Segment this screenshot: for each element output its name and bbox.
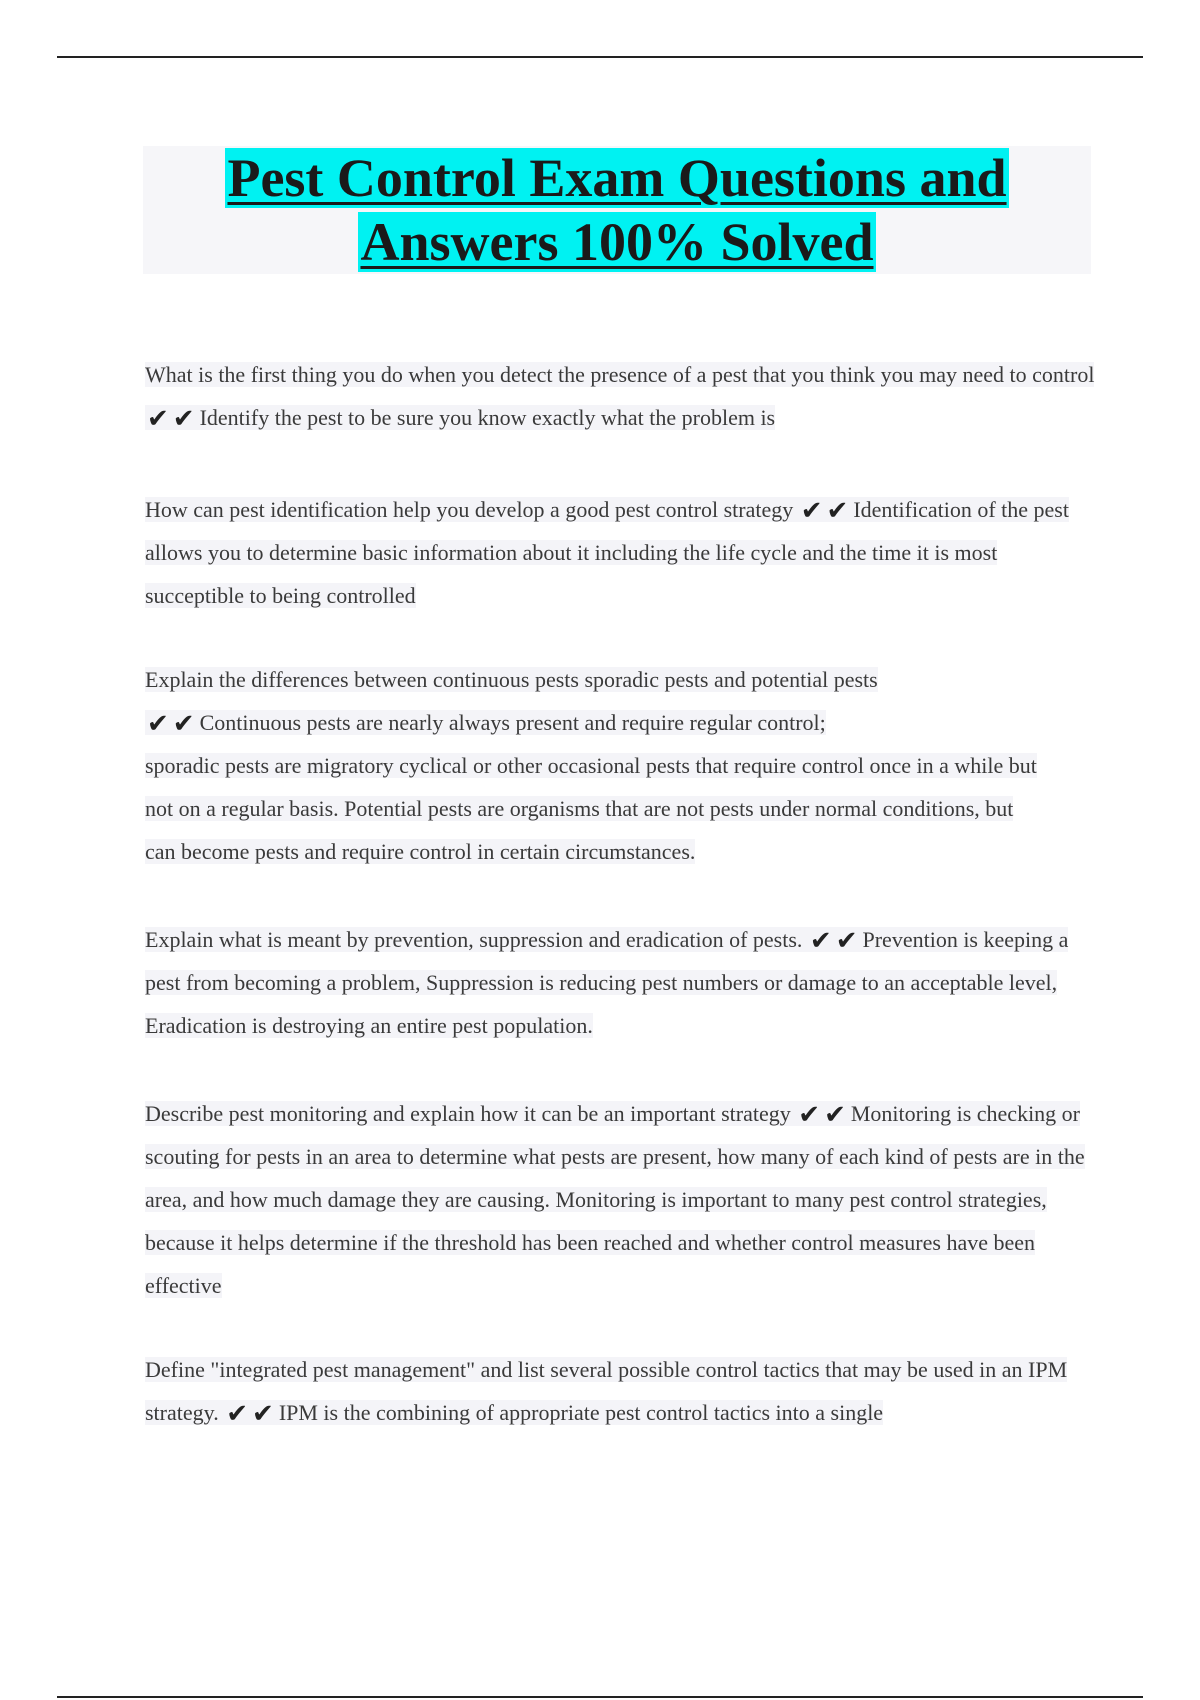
qa-item-4 xyxy=(145,918,1095,1047)
qa-item-2 xyxy=(145,488,1095,617)
check-icon: ✔ xyxy=(824,1100,846,1130)
question-1: What is the first thing you do when you detect the presence of a pest that you think you may need to control xyxy=(145,362,1095,387)
check-icon: ✔ xyxy=(172,709,195,739)
title-line-1: Pest Control Exam Questions and xyxy=(227,148,1007,208)
answer-5: Monitoring is checking or scouting for pests in an area to determine what pests are present, how many of each kind of pests are in the area, and how much damage they are causing. Monitoring is important to many pest control strategies, because it helps determine if the threshold has been reached and whether control measures have been effective xyxy=(145,1101,1085,1298)
qa-item-6 xyxy=(145,1348,1095,1434)
answer-6: IPM is the combining of appropriate pest control tactics into a single xyxy=(278,1400,884,1425)
check-icon: ✔ xyxy=(147,404,169,434)
check-icon: ✔ xyxy=(147,709,169,739)
question-2: How can pest identification help you develop a good pest control strategy xyxy=(145,497,794,522)
check-icon: ✔ xyxy=(252,1399,274,1429)
check-icon: ✔ xyxy=(172,404,195,434)
top-rule xyxy=(57,56,1143,58)
answer-1: Identify the pest to be sure you know exactly what the problem is xyxy=(199,405,776,430)
bottom-rule xyxy=(57,1696,1143,1698)
qa-item-1 xyxy=(145,353,1095,439)
question-3: Explain the differences between continuous pests sporadic pests and potential pests xyxy=(145,667,878,692)
check-icon: ✔ xyxy=(809,926,832,956)
check-icon: ✔ xyxy=(798,1100,821,1130)
check-marks xyxy=(808,926,860,956)
check-marks xyxy=(224,1399,276,1429)
answer-4: Prevention is keeping a pest from becoming a problem, Suppression is reducing pest numbers or damage to an acceptable level, Eradication is destroying an entire pest population. xyxy=(145,927,1069,1038)
check-marks xyxy=(145,404,197,434)
title-line-2: Answers 100% Solved xyxy=(360,212,874,272)
check-icon: ✔ xyxy=(835,926,858,956)
answer-3-rest: sporadic pests are migratory cyclical or other occasional pests that require control once in a while but not on a regular basis. Potential pests are organisms that are not pests under normal conditions, but can become pests and require control in certain circumstances. xyxy=(145,753,1037,864)
page-title xyxy=(143,146,1091,274)
answer-2: Identification of the pest allows you to determine basic information about it including the life cycle and the time it is most succeptible to being controlled xyxy=(145,497,1069,608)
check-marks xyxy=(796,1100,848,1130)
question-5: Describe pest monitoring and explain how it can be an important strategy xyxy=(145,1101,791,1126)
answer-3-line-1: Continuous pests are nearly always present and require regular control; xyxy=(199,710,826,735)
qa-item-5 xyxy=(145,1092,1095,1307)
question-4: Explain what is meant by prevention, suppression and eradication of pests. xyxy=(145,927,803,952)
check-icon: ✔ xyxy=(826,496,849,526)
question-6: Define "integrated pest management" and list several possible control tactics that may be used in an IPM strategy. xyxy=(145,1357,1068,1425)
check-icon: ✔ xyxy=(226,1399,249,1429)
check-marks xyxy=(799,496,851,526)
qa-item-3 xyxy=(145,658,1045,873)
check-icon: ✔ xyxy=(800,496,823,526)
check-marks xyxy=(145,709,197,739)
